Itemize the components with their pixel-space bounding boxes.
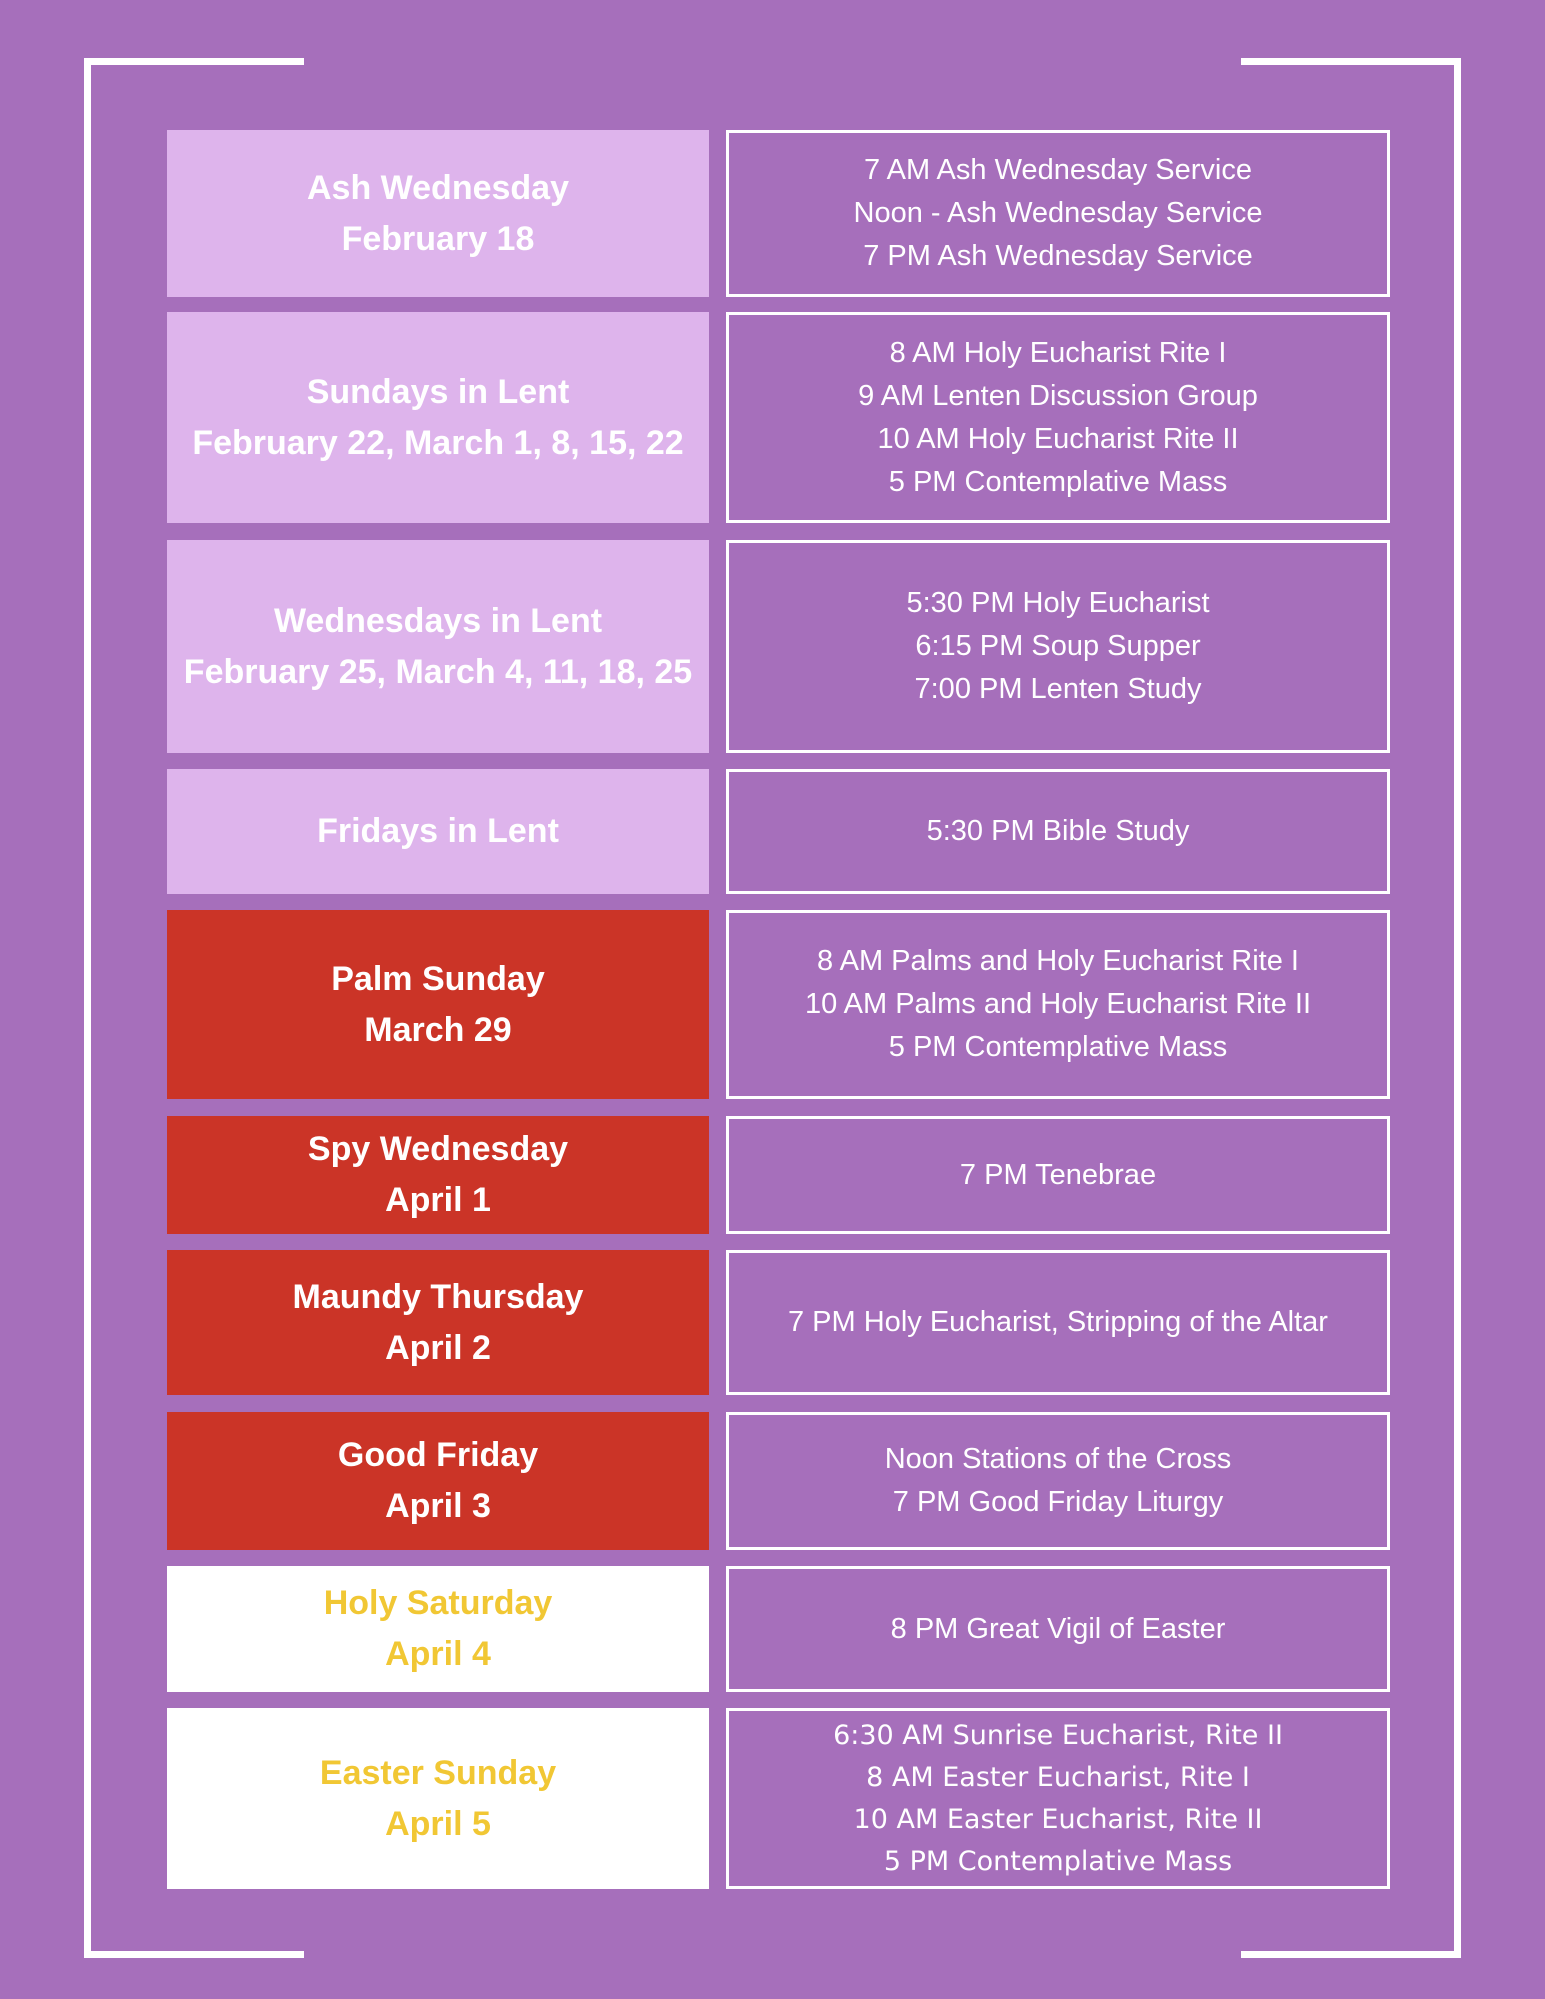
day-date: February 18 xyxy=(341,219,535,258)
schedule-row xyxy=(0,1116,1545,1234)
service-item: 9 AM Lenten Discussion Group xyxy=(858,379,1258,412)
service-item: 7 PM Good Friday Liturgy xyxy=(892,1486,1224,1518)
day-title: Easter Sunday xyxy=(319,1753,557,1792)
service-item: 7 AM Ash Wednesday Service xyxy=(864,154,1252,186)
service-item: 10 AM Palms and Holy Eucharist Rite II xyxy=(804,988,1312,1020)
day-cell xyxy=(167,1566,709,1692)
frame-top-left xyxy=(84,58,304,65)
day-cell xyxy=(167,312,709,523)
day-cell xyxy=(167,1412,709,1550)
day-title: Palm Sunday xyxy=(331,959,545,998)
day-cell xyxy=(167,769,709,894)
service-item: 5 PM Contemplative Mass xyxy=(888,1031,1228,1063)
day-title: Holy Saturday xyxy=(323,1584,553,1622)
services-cell xyxy=(726,769,1390,894)
service-item: 6:15 PM Soup Supper xyxy=(915,630,1201,662)
service-item: 8 PM Great Vigil of Easter xyxy=(890,1612,1226,1645)
service-item: 6:30 AM Sunrise Eucharist, Rite II xyxy=(833,1719,1283,1751)
frame-top-right xyxy=(1241,58,1461,65)
service-item: 7 PM Holy Eucharist, Stripping of the Altar xyxy=(788,1306,1328,1338)
schedule-row xyxy=(0,769,1545,894)
day-title: Wednesdays in Lent xyxy=(273,601,603,640)
day-cell xyxy=(167,1708,709,1889)
services-cell xyxy=(726,1250,1390,1395)
schedule-row xyxy=(0,312,1545,523)
schedule-row xyxy=(0,1708,1545,1889)
day-title: Spy Wednesday xyxy=(307,1130,569,1168)
service-item: Noon - Ash Wednesday Service xyxy=(853,197,1263,229)
service-item: 5:30 PM Holy Eucharist xyxy=(906,587,1210,619)
service-item: 7 PM Tenebrae xyxy=(959,1158,1157,1191)
service-item: 5 PM Contemplative Mass xyxy=(883,1845,1233,1877)
day-title: Fridays in Lent xyxy=(317,812,559,850)
day-date: April 1 xyxy=(385,1181,491,1219)
schedule-row xyxy=(0,910,1545,1099)
day-cell xyxy=(167,1116,709,1234)
day-date: April 2 xyxy=(385,1328,491,1367)
day-cell xyxy=(167,130,709,297)
day-date: February 25, March 4, 11, 18, 25 xyxy=(183,652,693,691)
service-item: 8 AM Holy Eucharist Rite I xyxy=(889,336,1227,369)
services-cell xyxy=(726,1708,1390,1889)
service-item: 7:00 PM Lenten Study xyxy=(914,673,1202,705)
service-item: 7 PM Ash Wednesday Service xyxy=(863,240,1253,272)
schedule-row xyxy=(0,130,1545,297)
service-item: 8 AM Easter Eucharist, Rite I xyxy=(866,1761,1250,1793)
day-title: Good Friday xyxy=(337,1436,539,1474)
services-cell xyxy=(726,312,1390,523)
schedule-row xyxy=(0,1412,1545,1550)
day-date: April 3 xyxy=(385,1487,491,1525)
services-cell xyxy=(726,1412,1390,1550)
service-item: 10 AM Holy Eucharist Rite II xyxy=(877,422,1239,455)
day-title: Sundays in Lent xyxy=(306,372,570,411)
service-item: 8 AM Palms and Holy Eucharist Rite I xyxy=(817,945,1299,977)
day-title: Maundy Thursday xyxy=(292,1277,584,1316)
day-date: March 29 xyxy=(364,1010,512,1049)
services-cell xyxy=(726,1566,1390,1692)
services-cell xyxy=(726,1116,1390,1234)
services-cell xyxy=(726,130,1390,297)
day-title: Ash Wednesday xyxy=(306,168,569,207)
service-item: Noon Stations of the Cross xyxy=(884,1443,1232,1475)
day-date: February 22, March 1, 8, 15, 22 xyxy=(192,423,684,462)
frame-bottom-left xyxy=(84,1951,304,1958)
day-cell xyxy=(167,540,709,753)
schedule-row xyxy=(0,540,1545,753)
schedule-row xyxy=(0,1250,1545,1395)
day-cell xyxy=(167,910,709,1099)
service-item: 5:30 PM Bible Study xyxy=(926,815,1190,847)
services-cell xyxy=(726,540,1390,753)
day-date: April 5 xyxy=(385,1804,491,1843)
schedule-row xyxy=(0,1566,1545,1692)
frame-bottom-right xyxy=(1241,1951,1461,1958)
service-item: 5 PM Contemplative Mass xyxy=(888,465,1228,498)
day-cell xyxy=(167,1250,709,1395)
service-item: 10 AM Easter Eucharist, Rite II xyxy=(853,1803,1263,1835)
day-date: April 4 xyxy=(385,1635,491,1673)
services-cell xyxy=(726,910,1390,1099)
